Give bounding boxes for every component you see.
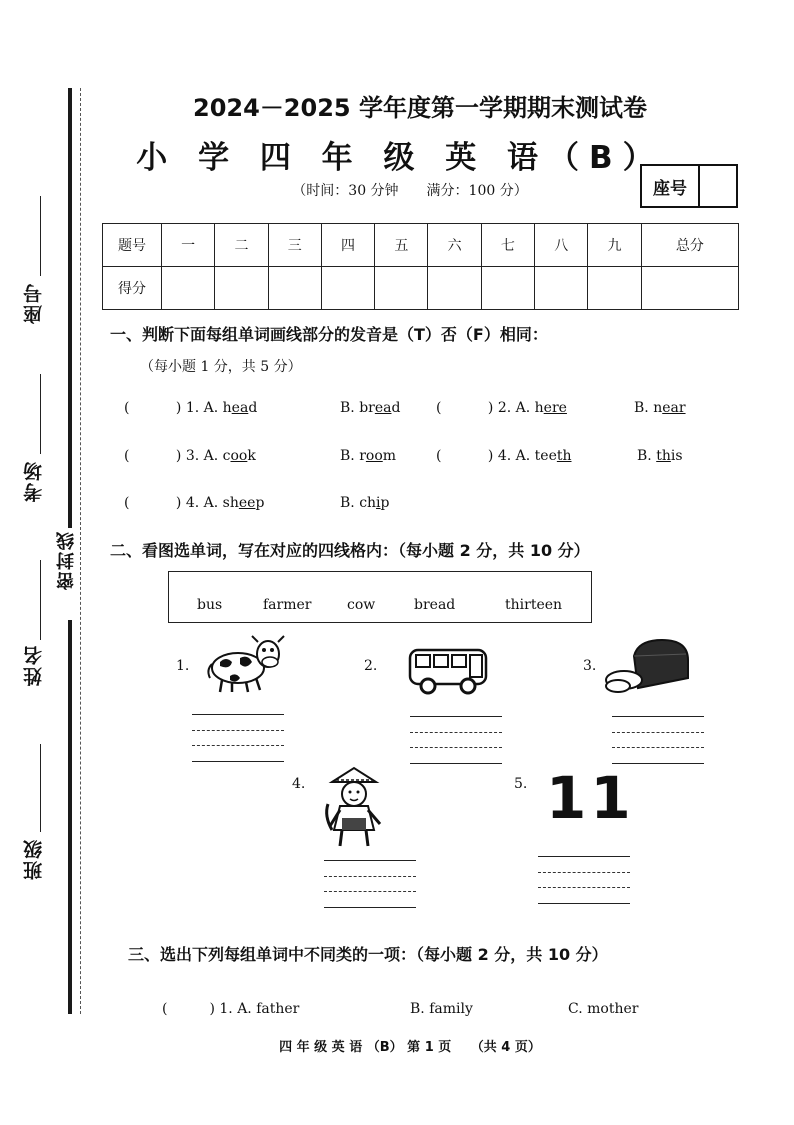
underlined-part: ea [231,400,249,416]
table-cell: 七 [481,224,534,267]
score-cell[interactable] [321,267,374,310]
answer-paren[interactable]: ( [124,495,130,511]
picture-number-1: 1. [176,658,190,674]
section1-title: 一、判断下面每组单词画线部分的发音是（T）否（F）相同： [110,325,548,344]
answer-lines-2[interactable] [410,714,502,766]
answer-lines-5[interactable] [538,854,630,906]
section3-title: 三、选出下列每组单词中不同类的一项：（每小题 2 分，共 10 分） [128,945,608,964]
score-table-score-row [103,267,739,310]
word-bank-word: bread [414,597,456,613]
binding-line-bottom [68,620,72,1014]
option-text: B. n [634,400,663,416]
picture-number-2: 2. [364,658,378,674]
word-bank-word: bus [197,597,223,613]
question-text: p [255,495,265,511]
option-text: B. r [340,448,366,464]
table-cell: 一 [162,224,215,267]
answer-paren[interactable]: ( [124,400,130,416]
table-cell: 得分 [103,267,162,310]
score-cell[interactable] [162,267,215,310]
question-text: ) 4. A. tee [487,448,557,464]
underlined-part: oo [365,448,383,464]
picture-number-4: 4. [292,776,306,792]
underlined-part: th [556,448,572,464]
option-text: is [670,448,683,464]
exam-info: （时间：30 分钟 满分：100 分） [292,183,528,199]
underlined-part: ea [374,400,392,416]
binding-line-top [68,88,72,528]
word-bank [168,571,592,623]
picture-number-5: 5. [514,776,528,792]
table-cell: 五 [375,224,428,267]
option-text: B. [637,448,657,464]
big-number-eleven: 11 [546,764,635,832]
question-text: ) 4. A. sh [175,495,239,511]
seat-blank-line [40,196,41,276]
table-cell: 八 [535,224,588,267]
table-cell: 三 [268,224,321,267]
score-cell[interactable] [641,267,738,310]
question-1-3 [124,448,256,464]
option-c: C. mother [568,1001,639,1017]
score-cell[interactable] [588,267,641,310]
question-text: ) 3. A. c [175,448,231,464]
question-3-1 [162,1001,299,1017]
class-label: 班级 [23,838,45,880]
underlined-part: th [656,448,671,464]
answer-paren[interactable]: ( [436,400,442,416]
page-footer: 四 年 级 英 语 （B） 第 1 页 （共 4 页） [279,1040,541,1055]
word-bank-word: cow [347,597,376,613]
room-label: 考场 [23,460,45,502]
binding-dashed-line [80,88,81,1014]
option-text: m [382,448,397,464]
seat-label: 座号 [23,282,45,324]
score-cell[interactable] [428,267,481,310]
cow-picture [204,630,288,694]
table-cell: 九 [588,224,641,267]
question-text: d [248,400,258,416]
exam-title: 2024－2025 学年度第一学期期末测试卷 [193,94,647,122]
bread-picture [604,636,690,696]
score-cell[interactable] [375,267,428,310]
picture-number-3: 3. [583,658,597,674]
section1-note: （每小题 1 分，共 5 分） [140,359,302,375]
score-cell[interactable] [535,267,588,310]
question-text: ) 2. A. h [487,400,544,416]
farmer-picture [318,764,392,850]
option-b: B. family [410,1001,473,1017]
option-b-5 [340,495,390,511]
option-b-4 [637,448,683,464]
answer-paren[interactable]: ( [436,448,442,464]
table-cell: 二 [215,224,268,267]
seal-line-label: 密封线 [56,530,77,590]
seat-number-box [640,164,738,208]
answer-paren[interactable]: ( [124,448,130,464]
answer-lines-3[interactable] [612,714,704,766]
table-cell: 四 [321,224,374,267]
seat-number-label: 座号 [642,166,700,206]
underlined-part: oo [230,448,248,464]
question-text: k [247,448,256,464]
option-text: d [391,400,401,416]
word-bank-word: thirteen [505,597,563,613]
name-blank-line [40,560,41,640]
option-b-2 [634,400,686,416]
underlined-part: ere [543,400,567,416]
question-text: ) 1. A. h [175,400,232,416]
word-bank-word: farmer [263,597,312,613]
question-1-1 [124,400,257,416]
underlined-part: ear [662,400,686,416]
section2-title: 二、看图选单词，写在对应的四线格内：（每小题 2 分，共 10 分） [110,541,590,560]
room-blank-line [40,374,41,454]
answer-lines-1[interactable] [192,712,284,764]
score-cell[interactable] [268,267,321,310]
answer-paren[interactable]: ( [162,1001,168,1017]
score-cell[interactable] [215,267,268,310]
score-cell[interactable] [481,267,534,310]
option-text: B. ch [340,495,377,511]
option-text: p [380,495,390,511]
question-text: ) 1. A. father [209,1001,300,1017]
underlined-part: ee [238,495,256,511]
option-b-3 [340,448,396,464]
class-blank-line [40,744,41,832]
exam-subtitle: 小 学 四 年 级 英 语（B） [136,140,664,176]
option-b-1 [340,400,400,416]
bus-picture [408,644,490,696]
question-1-4 [436,448,572,464]
question-1-2 [436,400,567,416]
answer-lines-4[interactable] [324,858,416,910]
name-label: 姓名 [23,644,45,686]
table-cell: 题号 [103,224,162,267]
question-1-5 [124,495,264,511]
table-cell: 总分 [641,224,738,267]
underlined-part: i [376,495,381,511]
score-table-header-row [103,224,739,267]
option-text: B. br [340,400,375,416]
score-table [102,223,739,310]
table-cell: 六 [428,224,481,267]
